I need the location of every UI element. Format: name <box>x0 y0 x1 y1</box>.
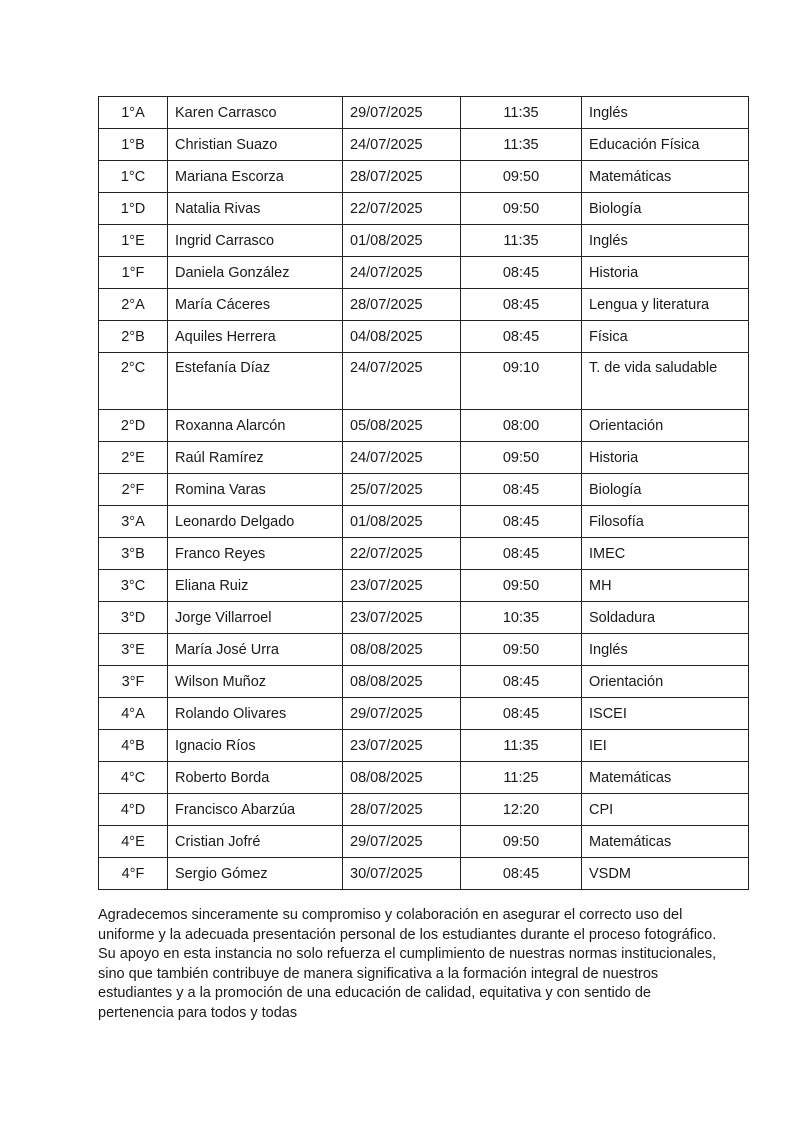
table-row <box>99 225 749 257</box>
course-cell: 1°D <box>99 193 168 225</box>
date-cell: 08/08/2025 <box>343 666 461 698</box>
teacher-cell: Mariana Escorza <box>168 161 343 193</box>
subject-cell: Biología <box>582 474 749 506</box>
date-cell: 29/07/2025 <box>343 826 461 858</box>
table-row <box>99 506 749 538</box>
date-cell: 24/07/2025 <box>343 257 461 289</box>
teacher-cell: Eliana Ruiz <box>168 570 343 602</box>
subject-cell: IMEC <box>582 538 749 570</box>
table-row <box>99 289 749 321</box>
course-cell: 2°F <box>99 474 168 506</box>
subject-cell: Física <box>582 321 749 353</box>
course-cell: 4°B <box>99 730 168 762</box>
course-cell: 1°F <box>99 257 168 289</box>
time-cell: 11:35 <box>461 97 582 129</box>
subject-cell: IEI <box>582 730 749 762</box>
date-cell: 23/07/2025 <box>343 730 461 762</box>
time-cell: 08:00 <box>461 410 582 442</box>
subject-cell: Educación Física <box>582 129 749 161</box>
subject-cell: Soldadura <box>582 602 749 634</box>
table-row <box>99 129 749 161</box>
date-cell: 23/07/2025 <box>343 602 461 634</box>
table-row <box>99 410 749 442</box>
date-cell: 22/07/2025 <box>343 193 461 225</box>
teacher-cell: Aquiles Herrera <box>168 321 343 353</box>
date-cell: 01/08/2025 <box>343 506 461 538</box>
time-cell: 12:20 <box>461 794 582 826</box>
teacher-cell: Rolando Olivares <box>168 698 343 730</box>
teacher-cell: Daniela González <box>168 257 343 289</box>
course-cell: 4°D <box>99 794 168 826</box>
time-cell: 09:50 <box>461 634 582 666</box>
course-cell: 2°A <box>99 289 168 321</box>
schedule-body <box>99 97 749 890</box>
time-cell: 11:35 <box>461 129 582 161</box>
subject-cell: Matemáticas <box>582 762 749 794</box>
table-row <box>99 538 749 570</box>
subject-cell: Biología <box>582 193 749 225</box>
course-cell: 1°C <box>99 161 168 193</box>
subject-cell: Historia <box>582 442 749 474</box>
table-row <box>99 666 749 698</box>
teacher-cell: Raúl Ramírez <box>168 442 343 474</box>
teacher-cell: María José Urra <box>168 634 343 666</box>
table-row <box>99 474 749 506</box>
time-cell: 08:45 <box>461 858 582 890</box>
course-cell: 2°E <box>99 442 168 474</box>
time-cell: 08:45 <box>461 538 582 570</box>
time-cell: 09:50 <box>461 570 582 602</box>
table-row <box>99 602 749 634</box>
subject-cell: Matemáticas <box>582 826 749 858</box>
teacher-cell: Karen Carrasco <box>168 97 343 129</box>
subject-cell: Inglés <box>582 225 749 257</box>
date-cell: 29/07/2025 <box>343 698 461 730</box>
time-cell: 09:50 <box>461 161 582 193</box>
date-cell: 28/07/2025 <box>343 161 461 193</box>
course-cell: 2°D <box>99 410 168 442</box>
teacher-cell: Roberto Borda <box>168 762 343 794</box>
table-row <box>99 321 749 353</box>
subject-cell: ISCEI <box>582 698 749 730</box>
teacher-cell: Christian Suazo <box>168 129 343 161</box>
schedule-table <box>98 96 749 890</box>
table-row <box>99 442 749 474</box>
time-cell: 08:45 <box>461 506 582 538</box>
time-cell: 08:45 <box>461 666 582 698</box>
course-cell: 2°B <box>99 321 168 353</box>
table-row <box>99 762 749 794</box>
teacher-cell: Natalia Rivas <box>168 193 343 225</box>
subject-cell: Matemáticas <box>582 161 749 193</box>
course-cell: 2°C <box>99 353 168 410</box>
teacher-cell: Francisco Abarzúa <box>168 794 343 826</box>
time-cell: 08:45 <box>461 257 582 289</box>
date-cell: 08/08/2025 <box>343 762 461 794</box>
time-cell: 09:50 <box>461 826 582 858</box>
subject-cell: Lengua y literatura <box>582 289 749 321</box>
subject-cell: Historia <box>582 257 749 289</box>
closing-paragraph: Agradecemos sinceramente su compromiso y colaboración en asegurar el correcto uso del uniforme y la adecuada presentación personal de los estudiantes durante el proceso fotográfico. Su apoyo en esta instancia no solo refuerza el cumplimiento de nuestras normas institucionales, sino que también contribuye de manera significativa a la formación integral de nuestros estudiantes y a la promoción de una educación de calidad, equitativa y con sentido de pertenencia para todos y todas <box>98 907 717 1021</box>
teacher-cell: Franco Reyes <box>168 538 343 570</box>
table-row <box>99 570 749 602</box>
subject-cell: Inglés <box>582 97 749 129</box>
date-cell: 01/08/2025 <box>343 225 461 257</box>
table-row <box>99 193 749 225</box>
course-cell: 1°B <box>99 129 168 161</box>
subject-cell: Filosofía <box>582 506 749 538</box>
date-cell: 08/08/2025 <box>343 634 461 666</box>
course-cell: 3°C <box>99 570 168 602</box>
table-row <box>99 257 749 289</box>
course-cell: 3°E <box>99 634 168 666</box>
date-cell: 24/07/2025 <box>343 129 461 161</box>
date-cell: 25/07/2025 <box>343 474 461 506</box>
subject-cell: VSDM <box>582 858 749 890</box>
subject-cell: CPI <box>582 794 749 826</box>
teacher-cell: Leonardo Delgado <box>168 506 343 538</box>
table-row <box>99 161 749 193</box>
course-cell: 4°A <box>99 698 168 730</box>
course-cell: 3°A <box>99 506 168 538</box>
subject-cell: MH <box>582 570 749 602</box>
time-cell: 08:45 <box>461 289 582 321</box>
time-cell: 11:35 <box>461 730 582 762</box>
table-row <box>99 730 749 762</box>
table-row <box>99 794 749 826</box>
subject-cell: Orientación <box>582 410 749 442</box>
course-cell: 4°F <box>99 858 168 890</box>
time-cell: 09:10 <box>461 353 582 410</box>
time-cell: 10:35 <box>461 602 582 634</box>
teacher-cell: Roxanna Alarcón <box>168 410 343 442</box>
time-cell: 08:45 <box>461 474 582 506</box>
course-cell: 1°A <box>99 97 168 129</box>
table-row <box>99 634 749 666</box>
table-row <box>99 353 749 410</box>
table-row <box>99 97 749 129</box>
course-cell: 4°C <box>99 762 168 794</box>
date-cell: 05/08/2025 <box>343 410 461 442</box>
course-cell: 4°E <box>99 826 168 858</box>
date-cell: 28/07/2025 <box>343 794 461 826</box>
date-cell: 28/07/2025 <box>343 289 461 321</box>
time-cell: 08:45 <box>461 698 582 730</box>
time-cell: 11:35 <box>461 225 582 257</box>
teacher-cell: Jorge Villarroel <box>168 602 343 634</box>
time-cell: 08:45 <box>461 321 582 353</box>
course-cell: 3°F <box>99 666 168 698</box>
teacher-cell: Cristian Jofré <box>168 826 343 858</box>
date-cell: 30/07/2025 <box>343 858 461 890</box>
teacher-cell: Sergio Gómez <box>168 858 343 890</box>
date-cell: 24/07/2025 <box>343 353 461 410</box>
time-cell: 09:50 <box>461 193 582 225</box>
subject-cell: T. de vida saludable <box>582 353 749 410</box>
course-cell: 3°B <box>99 538 168 570</box>
teacher-cell: Ignacio Ríos <box>168 730 343 762</box>
table-row <box>99 698 749 730</box>
table-row <box>99 858 749 890</box>
date-cell: 04/08/2025 <box>343 321 461 353</box>
subject-cell: Inglés <box>582 634 749 666</box>
table-row <box>99 826 749 858</box>
date-cell: 22/07/2025 <box>343 538 461 570</box>
date-cell: 23/07/2025 <box>343 570 461 602</box>
teacher-cell: Wilson Muñoz <box>168 666 343 698</box>
course-cell: 1°E <box>99 225 168 257</box>
date-cell: 29/07/2025 <box>343 97 461 129</box>
subject-cell: Orientación <box>582 666 749 698</box>
teacher-cell: Ingrid Carrasco <box>168 225 343 257</box>
time-cell: 11:25 <box>461 762 582 794</box>
time-cell: 09:50 <box>461 442 582 474</box>
teacher-cell: Estefanía Díaz <box>168 353 343 410</box>
teacher-cell: Romina Varas <box>168 474 343 506</box>
date-cell: 24/07/2025 <box>343 442 461 474</box>
teacher-cell: María Cáceres <box>168 289 343 321</box>
course-cell: 3°D <box>99 602 168 634</box>
